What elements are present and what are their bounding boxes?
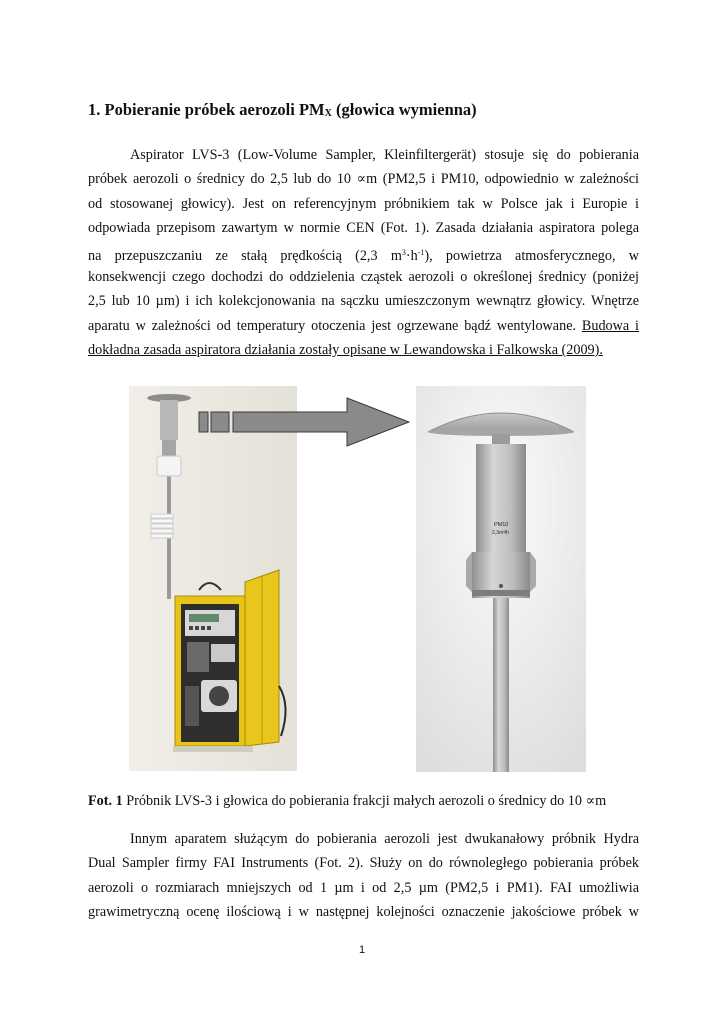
paragraph-text: aparatu w zależności od temperatury otoczenia jest ogrzewane bądź wentylowane.	[88, 317, 582, 334]
paragraph-line: konsekwencji czego dochodzi do oddzielenia cząstek aerozoli o określonej średnicy (poniżej	[88, 268, 639, 285]
caption-text: Próbnik LVS-3 i głowica do pobierania frakcji małych aerozoli o średnicy do 10 ∝m	[122, 793, 607, 809]
paragraph-line: Aspirator LVS-3 (Low-Volume Sampler, Kleinfiltergerät) stosuje się do pobierania	[130, 147, 639, 163]
figure-caption	[88, 791, 648, 811]
superscript: -1	[417, 247, 425, 257]
arrow-graphic	[197, 396, 411, 450]
flow-rate-unit: ·h	[405, 247, 418, 264]
section-heading	[88, 100, 648, 124]
head-label-flow: 2,3m³/h	[492, 530, 509, 536]
paragraph-line: grawimetryczną ocenę ilościową i w następnej kolejności oznaczenie jakościowe próbek w	[88, 904, 639, 921]
paragraph-line: Innym aparatem służącym do pobierania aerozoli jest dwukanałowy próbnik Hydra	[130, 831, 639, 847]
paragraph-line: od stosowanej głowicy). Jest on referencyjnym próbnikiem tak w Polsce jak i Europie i	[88, 195, 639, 212]
heading-text: Pobieranie próbek aerozoli PM	[104, 100, 325, 119]
heading-text-end: (głowica wymienna)	[331, 100, 477, 119]
paragraph-1	[88, 143, 639, 363]
paragraph-line: 2,5 lub 10 µm) i ich kolekcjonowania na sączku umieszczonym wewnątrz głowicy. Wnętrze	[88, 293, 639, 310]
underlined-reference-line: dokładna zasada aspiratora działania zostały opisane w Lewandowska i Falkowska (2009).	[88, 342, 603, 359]
head-label-pm10: PM10	[494, 522, 509, 528]
paragraph-line	[88, 314, 639, 338]
heading-number: 1.	[88, 100, 101, 119]
pm10-head-photo	[416, 386, 586, 772]
caption-label: Fot. 1	[88, 793, 123, 809]
paragraph-line: Dual Sampler firmy FAI Instruments (Fot. 2). Służy on do równoległego pobierania próbek	[88, 855, 639, 872]
flow-rate-text-end: ), powietrza atmosferycznego, w	[424, 247, 639, 264]
paragraph-line: próbek aerozoli o średnicy do 2,5 lub do 10 ∝m (PM2,5 i PM10, odpowiednio w zależności	[88, 171, 639, 188]
paragraph-2	[88, 827, 639, 925]
underlined-reference: Budowa i	[581, 317, 639, 334]
paragraph-line: aerozoli o rozmiarach mniejszych od 1 µm i od 2,5 µm (PM2,5 i PM1). FAI umożliwia	[88, 879, 639, 896]
paragraph-line	[88, 241, 639, 265]
flow-rate-text: na przepuszczaniu ze stałą prędkością (2,3 m	[88, 247, 402, 264]
heading-subscript: X	[324, 108, 332, 119]
superscript: 3	[401, 247, 406, 257]
page-number: 1	[358, 944, 366, 956]
paragraph-line: odpowiada przepisom zawartym w normie CEN (Fot. 1). Zasada działania aspiratora polega	[88, 220, 639, 237]
